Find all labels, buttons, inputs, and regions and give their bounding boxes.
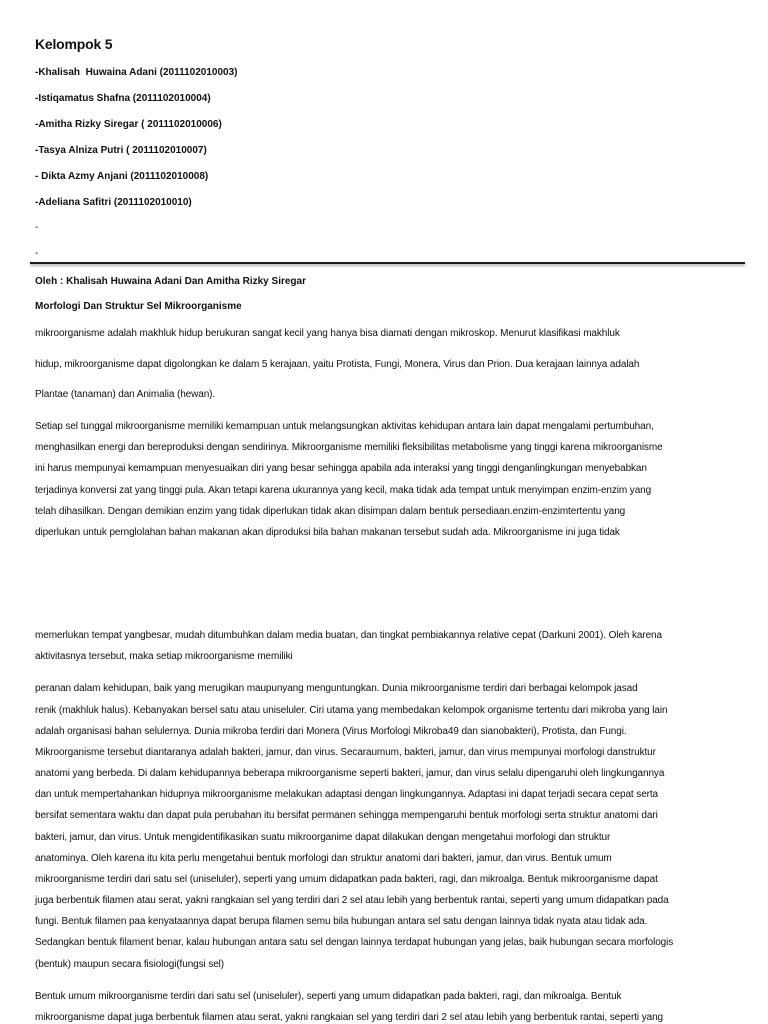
paragraph-line: Setiap sel tunggal mikroorganisme memiliki kemampuan untuk melangsungkan aktivitas kehidupan antara lain dapat mengalami pertumbuhan, <box>35 421 654 432</box>
member-name: -Istiqamatus Shafna (2011102010004) <box>35 93 211 104</box>
member-name: -Tasya Alniza Putri ( 2011102010007) <box>35 145 207 156</box>
paragraph-line: Mikroorganisme tersebut diantaranya adalah bakteri, jamur, dan virus. Secaraumum, bakteri, jamur, dan virus mempunyai morfologi danstruktur <box>35 747 656 758</box>
member-name: -Khalisah Huwaina Adani (2011102010003) <box>35 67 238 78</box>
document-title: Kelompok 5 <box>35 36 113 52</box>
paragraph-line: mikroorganisme terdiri dari satu sel (uniseluler), seperti yang umum didapatkan pada bakteri, ragi, dan mikroalga. Bentuk mikroorganisme dapat <box>35 874 658 885</box>
article-subtitle: Morfologi Dan Struktur Sel Mikroorganisme <box>35 301 242 312</box>
paragraph-line: diperlukan untuk pernglolahan bahan makanan akan diproduksi bila bahan makanan tersebut sudah ada. Mikroorganisme ini juga tidak <box>35 527 620 538</box>
paragraph-line: mikroorganisme dapat juga berbentuk filamen atau serat, yakni rangkaian sel yang terdiri dari 2 sel atau lebih yang berbentuk rantai, seperti yang <box>35 1012 663 1023</box>
paragraph-line: fungi. Bentuk filamen paa kenyataannya dapat berupa filamen semu bila hubungan antara sel satu dengan lainnya tidak nyata atau tidak ada. <box>35 916 648 927</box>
paragraph-line: Bentuk umum mikroorganisme terdiri dari satu sel (uniseluler), seperti yang umum didapatkan pada bakteri, ragi, dan mikroalga. Bentuk <box>35 991 622 1002</box>
member-name: - Dikta Azmy Anjani (2011102010008) <box>35 171 209 182</box>
horizontal-divider <box>30 262 745 264</box>
paragraph-line: Plantae (tanaman) dan Animalia (hewan). <box>35 389 216 400</box>
paragraph-line: terjadinya konversi zat yang tinggi pula. Akan tetapi karena ukurannya yang kecil, maka tidak ada tempat untuk menyimpan enzim-enzim yang <box>35 485 652 496</box>
list-dash: - <box>35 248 39 259</box>
paragraph-line: renik (makhluk halus). Kebanyakan bersel satu atau uniseluler. Ciri utama yang membedakan kelompok organisme tertentu dari mikroba yang lain <box>35 705 668 716</box>
paragraph-line: menghasilkan energi dan bereproduksi dengan sendirinya. Mikroorganisme memiliki fleksibilitas metabolisme yang tinggi karena mikroorganisme <box>35 442 663 453</box>
paragraph-line: telah dihasilkan. Dengan demikian enzim yang tidak diperlukan tidak akan disimpan dalam bentuk persediaan.enzim-enzimtertentu yang <box>35 506 626 517</box>
paragraph-line: bakteri, jamur, dan virus. Untuk mengidentifikasikan suatu mikroorganime dapat dilakukan dengan mengetahui morfologi dan struktur <box>35 832 611 843</box>
paragraph-line: (bentuk) maupun secara fisiologi(fungsi sel) <box>35 959 225 970</box>
member-name: -Amitha Rizky Siregar ( 2011102010006) <box>35 119 222 130</box>
paragraph-line: ini harus mempunyai kemampuan menyesuaikan diri yang besar sehingga apabila ada interaksi yang tinggi denganlingkungan menyebabkan <box>35 463 647 474</box>
paragraph-line: bersifat sementara waktu dan dapat pula perubahan itu bersifat permanen sehingga mempengaruhi bentuk morfologi serta struktur anatomi dari <box>35 810 658 821</box>
paragraph-line: peranan dalam kehidupan, baik yang merugikan maupunyang menguntungkan. Dunia mikroorganisme terdiri dari berbagai kelompok jasad <box>35 683 638 694</box>
member-name: -Adeliana Safitri (2011102010010) <box>35 197 192 208</box>
paragraph-line: memerlukan tempat yangbesar, mudah ditumbuhkan dalam media buatan, dan tingkat pembiakannya relative cepat (Darkuni 2001). Oleh karena <box>35 630 662 641</box>
article-author: Oleh : Khalisah Huwaina Adani Dan Amitha Rizky Siregar <box>35 276 306 287</box>
paragraph-line: adalah organisasi bahan selulernya. Dunia mikroba terdiri dari Monera (Virus Morfologi Mikroba49 dan sianobakteri), Protista, dan Fungi. <box>35 726 627 737</box>
paragraph-line: aktivitasnya tersebut, maka setiap mikroorganisme memiliki <box>35 651 293 662</box>
paragraph-line: Sedangkan bentuk filament benar, kalau hubungan antara satu sel dengan lainnya terdapat hubungan yang jelas, baik hubungan secara morfologis <box>35 937 674 948</box>
paragraph-line: juga berbentuk filamen atau serat, yakni rangkaian sel yang terdiri dari 2 sel atau lebih yang berbentuk rantai, seperti yang umum didapatkan pada <box>35 895 669 906</box>
list-dash: - <box>35 222 39 233</box>
paragraph-line: mikroorganisme adalah makhluk hidup berukuran sangat kecil yang hanya bisa diamati dengan mikroskop. Menurut klasifikasi makhluk <box>35 328 620 339</box>
paragraph-line: dan untuk mempertahankan hidupnya mikroorganisme melakukan adaptasi dengan lingkungannya. Adaptasi ini dapat terjadi secara cepat serta <box>35 789 659 800</box>
paragraph-line: hidup, mikroorganisme dapat digolongkan ke dalam 5 kerajaan, yaitu Protista, Fungi, Monera, Virus dan Prion. Dua kerajaan lainnya adalah <box>35 359 640 370</box>
paragraph-line: anatominya. Oleh karena itu kita perlu mengetahui bentuk morfologi dan struktur anatomi dari bakteri, jamur, dan virus. Bentuk umum <box>35 853 612 864</box>
paragraph-line: anatomi yang berbeda. Di dalam kehidupannya beberapa mikroorganisme seperti bakteri, jamur, dan virus selalu dipengaruhi oleh lingkungannya <box>35 768 665 779</box>
